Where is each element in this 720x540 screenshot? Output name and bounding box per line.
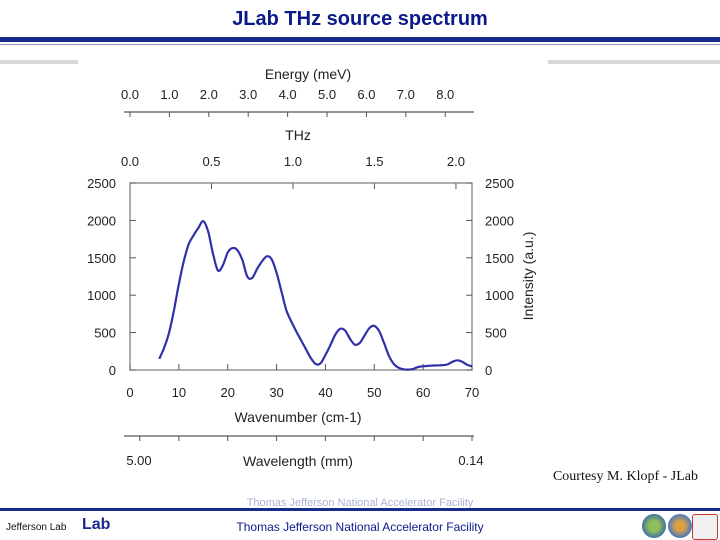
y-axis-label: Intensity (a.u.) bbox=[520, 231, 536, 321]
wavelength-axis-label: Wavelength (mm) bbox=[243, 453, 353, 469]
energy-axis-label: Energy (meV) bbox=[264, 66, 352, 82]
slide-title: JLab THz source spectrum bbox=[232, 8, 488, 30]
x-tick-label: 30 bbox=[269, 385, 284, 400]
energy-tick-label: 7.0 bbox=[396, 87, 415, 102]
thz-axis-ticks bbox=[121, 154, 465, 189]
energy-tick-label: 4.0 bbox=[278, 87, 297, 102]
wavelength-axis-tickmarks bbox=[140, 436, 472, 441]
energy-tick-label: 6.0 bbox=[357, 87, 376, 102]
wavelength-tick-label: 0.14 bbox=[458, 453, 484, 468]
x-axis-label: Wavenumber (cm-1) bbox=[234, 409, 362, 425]
energy-tick-label: 0.0 bbox=[120, 87, 140, 102]
x-tick-label: 20 bbox=[220, 385, 235, 400]
y-right-tick-label: 1000 bbox=[485, 288, 514, 304]
thz-tick-label: 0.0 bbox=[120, 154, 140, 169]
header-strip-right bbox=[548, 60, 720, 64]
y-left-tick-label: 1500 bbox=[87, 250, 116, 266]
partner-seals bbox=[640, 512, 718, 540]
y-right-tick-label: 1500 bbox=[485, 250, 514, 266]
y-right-tick-label: 2000 bbox=[485, 213, 514, 229]
y-right-tick-label: 2500 bbox=[485, 176, 514, 191]
x-tick-label: 0 bbox=[126, 385, 134, 400]
jsa-seal-icon bbox=[692, 514, 718, 540]
y-axis-right bbox=[466, 176, 514, 378]
y-left-tick-label: 0 bbox=[108, 363, 116, 378]
y-right-tick-label: 0 bbox=[485, 363, 493, 378]
logo-name: Jefferson Lab bbox=[6, 522, 67, 533]
thz-tick-label: 2.0 bbox=[446, 154, 465, 169]
footer-text: Thomas Jefferson National Accelerator Facility bbox=[236, 520, 484, 534]
x-tick-label: 10 bbox=[171, 385, 187, 400]
energy-tick-label: 8.0 bbox=[436, 87, 455, 102]
thz-tick-label: 0.5 bbox=[202, 154, 221, 169]
y-axis-left bbox=[87, 176, 136, 378]
footer-text-shadow: Thomas Jefferson National Accelerator Facility bbox=[246, 497, 474, 509]
energy-tick-label: 5.0 bbox=[317, 87, 337, 102]
y-left-tick-label: 1000 bbox=[87, 288, 116, 304]
x-tick-label: 70 bbox=[464, 385, 480, 400]
logo-lab: Lab bbox=[82, 516, 111, 533]
courtesy-note: Courtesy M. Klopf - JLab bbox=[552, 469, 698, 484]
x-axis bbox=[126, 364, 479, 400]
y-left-tick-label: 2000 bbox=[87, 213, 116, 229]
y-right-tick-label: 500 bbox=[485, 325, 507, 341]
thz-tick-label: 1.0 bbox=[283, 154, 303, 169]
header-strip-left bbox=[0, 60, 78, 64]
thz-tick-label: 1.5 bbox=[365, 154, 384, 169]
spectrum-line bbox=[159, 221, 472, 370]
energy-tick-label: 3.0 bbox=[239, 87, 258, 102]
y-left-tick-label: 2500 bbox=[87, 176, 116, 191]
doe-seal-icon bbox=[642, 514, 666, 538]
x-tick-label: 50 bbox=[367, 385, 382, 400]
jefferson-lab-logo bbox=[4, 516, 124, 538]
x-tick-label: 40 bbox=[318, 385, 333, 400]
energy-tick-label: 1.0 bbox=[160, 87, 179, 102]
wavelength-tick-label: 5.00 bbox=[126, 453, 152, 468]
globe-seal-icon bbox=[668, 514, 692, 538]
y-left-tick-label: 500 bbox=[94, 325, 116, 341]
energy-tick-label: 2.0 bbox=[199, 87, 218, 102]
thz-axis-label: THz bbox=[285, 127, 311, 143]
x-tick-label: 60 bbox=[415, 385, 431, 400]
